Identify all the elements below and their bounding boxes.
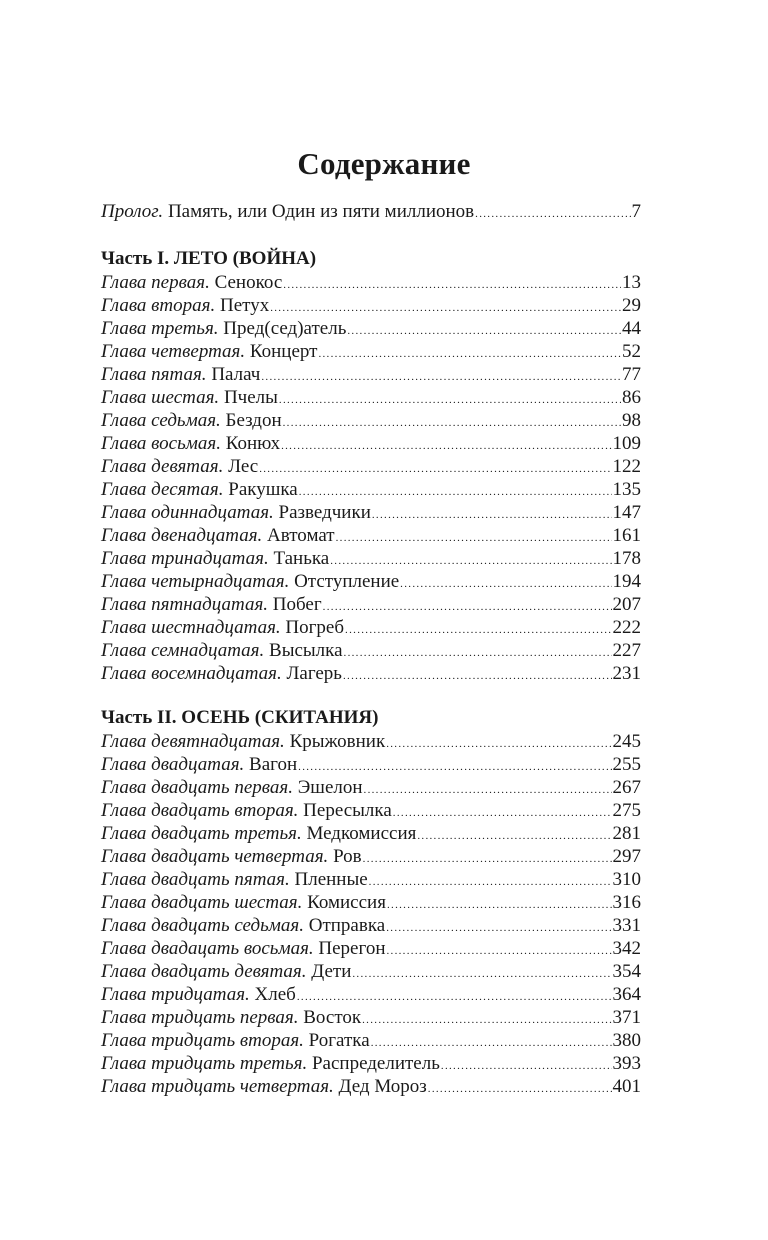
entry-title: Погреб: [285, 617, 345, 638]
entry-prefix: Глава тридцать третья.: [101, 1053, 308, 1074]
leader-dots: [400, 573, 611, 596]
entry-prefix: Глава девятнадцатая.: [101, 731, 285, 752]
entry-prefix: Глава пятнадцатая.: [101, 594, 269, 615]
toc-entry: [101, 914, 641, 937]
entry-title: Дети: [311, 961, 352, 982]
leader-dots: [336, 527, 612, 550]
entry-page: 194: [612, 571, 641, 592]
toc-entry: [101, 271, 641, 294]
toc-entry: [101, 524, 641, 547]
entry-title: Восток: [303, 1007, 362, 1028]
entry-title: Бездон: [225, 410, 282, 431]
leader-dots: [362, 1009, 611, 1032]
entry-title: Память, или Один из пяти миллионов: [167, 201, 475, 222]
toc-entry: [101, 891, 641, 914]
leader-dots: [343, 665, 612, 688]
entry-title: Разведчики: [278, 502, 371, 523]
leader-dots: [323, 596, 612, 619]
entry-page: 380: [612, 1030, 641, 1051]
entry-prefix: Глава двадцатая.: [101, 754, 245, 775]
entry-page: 98: [622, 410, 641, 431]
entry-title: Перегон: [318, 938, 386, 959]
leader-dots: [281, 435, 611, 458]
entry-page: 52: [622, 341, 641, 362]
entry-page: 77: [622, 364, 641, 385]
leader-dots: [364, 779, 612, 802]
part-2-section: [101, 706, 641, 1098]
entry-title: Медкомиссия: [306, 823, 417, 844]
leader-dots: [475, 203, 630, 226]
entry-title: Вагон: [249, 754, 298, 775]
toc-entry: [101, 501, 641, 524]
entry-prefix: Глава вторая.: [101, 295, 216, 316]
entry-prefix: Глава тринадцатая.: [101, 548, 269, 569]
part-2-heading: Часть II. ОСЕНЬ (СКИТАНИЯ): [101, 707, 379, 728]
entry-page: 316: [612, 892, 641, 913]
leader-dots: [345, 619, 611, 642]
toc-entry: [101, 960, 641, 983]
entry-page: 281: [612, 823, 641, 844]
leader-dots: [279, 389, 621, 412]
part-1-section: [101, 247, 641, 685]
toc-entry: [101, 1029, 641, 1052]
leader-dots: [417, 825, 611, 848]
leader-dots: [369, 871, 612, 894]
entry-page: 310: [612, 869, 641, 890]
entry-page: 135: [612, 479, 641, 500]
entry-prefix: Глава двадацать восьмая.: [101, 938, 314, 959]
entry-prefix: Глава семнадцатая.: [101, 640, 265, 661]
entry-page: 147: [612, 502, 641, 523]
entry-title: Пересылка: [303, 800, 392, 821]
entry-prefix: Глава третья.: [101, 318, 219, 339]
entry-prefix: Пролог.: [101, 201, 164, 222]
entry-prefix: Глава двадцать первая.: [101, 777, 294, 798]
toc-entry: [101, 363, 641, 386]
entry-prefix: Глава двадцать седьмая.: [101, 915, 304, 936]
toc-entry: [101, 822, 641, 845]
entry-page: 86: [622, 387, 641, 408]
entry-title: Конюх: [225, 433, 281, 454]
toc-entry: [101, 340, 641, 363]
entry-page: 231: [612, 663, 641, 684]
leader-dots: [259, 458, 611, 481]
entry-prefix: Глава тридцать первая.: [101, 1007, 299, 1028]
toc-entry: [101, 570, 641, 593]
entry-title: Отправка: [308, 915, 386, 936]
entry-title: Пчелы: [223, 387, 278, 408]
entry-title: Лес: [228, 456, 259, 477]
entry-prefix: Глава двадцать третья.: [101, 823, 302, 844]
page-title: Содержание: [297, 146, 471, 181]
entry-title: Дед Мороз: [338, 1076, 427, 1097]
toc-entry: [101, 845, 641, 868]
entry-page: 255: [612, 754, 641, 775]
entry-prefix: Глава тридцать четвертая.: [101, 1076, 334, 1097]
toc-entry: [101, 547, 641, 570]
entry-page: 29: [622, 295, 641, 316]
entry-prefix: Глава четырнадцатая.: [101, 571, 290, 592]
entry-page: 227: [612, 640, 641, 661]
toc-entry: [101, 662, 641, 685]
entry-prefix: Глава восьмая.: [101, 433, 221, 454]
entry-prefix: Глава шестнадцатая.: [101, 617, 281, 638]
toc-entry: [101, 730, 641, 753]
entry-page: 267: [612, 777, 641, 798]
entry-title: Сенокос: [214, 272, 283, 293]
leader-dots: [352, 963, 611, 986]
entry-title: Хлеб: [254, 984, 296, 1005]
leader-dots: [386, 917, 611, 940]
entry-title: Побег: [272, 594, 322, 615]
entry-page: 161: [612, 525, 641, 546]
leader-dots: [372, 504, 612, 527]
entry-page: 122: [612, 456, 641, 477]
toc-entry: [101, 753, 641, 776]
entry-prefix: Глава десятая.: [101, 479, 224, 500]
toc-entry: [101, 409, 641, 432]
entry-page: 354: [612, 961, 641, 982]
entry-page: 331: [612, 915, 641, 936]
toc-entry: [101, 1052, 641, 1075]
leader-dots: [393, 802, 612, 825]
leader-dots: [386, 940, 611, 963]
entry-prefix: Глава двадцать четвертая.: [101, 846, 329, 867]
part-1-heading: Часть I. ЛЕТО (ВОЙНА): [101, 248, 317, 269]
entry-title: Пленные: [294, 869, 368, 890]
leader-dots: [318, 343, 621, 366]
entry-title: Концерт: [249, 341, 318, 362]
leader-dots: [283, 274, 621, 297]
part-2-chapter-list: [101, 730, 641, 1098]
entry-title: Ров: [333, 846, 362, 867]
leader-dots: [428, 1078, 612, 1101]
toc-entry: [101, 1006, 641, 1029]
entry-page: 13: [622, 272, 641, 293]
entry-page: 342: [612, 938, 641, 959]
entry-prefix: Глава первая.: [101, 272, 210, 293]
leader-dots: [386, 733, 611, 756]
entry-page: 245: [612, 731, 641, 752]
entry-prefix: Глава двенадцатая.: [101, 525, 263, 546]
entry-prefix: Глава одиннадцатая.: [101, 502, 274, 523]
entry-page: 371: [612, 1007, 641, 1028]
entry-title: Эшелон: [297, 777, 363, 798]
toc-entry: [101, 868, 641, 891]
toc-entry: [101, 478, 641, 501]
entry-page: 7: [631, 201, 641, 222]
toc-entry: [101, 799, 641, 822]
entry-title: Танька: [273, 548, 330, 569]
entry-prefix: Глава тридцатая.: [101, 984, 250, 1005]
entry-title: Распределитель: [311, 1053, 440, 1074]
entry-prefix: Глава шестая.: [101, 387, 220, 408]
prologue-section: [101, 200, 641, 223]
entry-prefix: Глава двадцать пятая.: [101, 869, 290, 890]
entry-prefix: Глава двадцать вторая.: [101, 800, 299, 821]
entry-prefix: Глава пятая.: [101, 364, 207, 385]
toc-entry: [101, 776, 641, 799]
leader-dots: [261, 366, 621, 389]
entry-prefix: Глава девятая.: [101, 456, 224, 477]
entry-title: Рогатка: [308, 1030, 370, 1051]
toc-entry: [101, 616, 641, 639]
entry-title: Лагерь: [286, 663, 342, 684]
entry-title: Петух: [219, 295, 270, 316]
entry-page: 297: [612, 846, 641, 867]
entry-title: Комиссия: [307, 892, 386, 913]
entry-title: Ракушка: [228, 479, 298, 500]
toc-entry: [101, 1075, 641, 1098]
entry-title: Автомат: [267, 525, 335, 546]
entry-prefix: Глава седьмая.: [101, 410, 221, 431]
entry-page: 393: [612, 1053, 641, 1074]
toc-entry: [101, 593, 641, 616]
entry-page: 178: [612, 548, 641, 569]
leader-dots: [387, 894, 612, 917]
entry-page: 207: [612, 594, 641, 615]
entry-title: Отступление: [294, 571, 400, 592]
entry-prefix: Глава четвертая.: [101, 341, 246, 362]
leader-dots: [347, 320, 621, 343]
leader-dots: [363, 848, 612, 871]
entry-page: 275: [612, 800, 641, 821]
entry-prefix: Глава двадцать шестая.: [101, 892, 303, 913]
leader-dots: [441, 1055, 612, 1078]
toc-entry: [101, 386, 641, 409]
entry-page: 44: [622, 318, 641, 339]
entry-title: Высылка: [269, 640, 343, 661]
entry-page: 222: [612, 617, 641, 638]
toc-entry: [101, 937, 641, 960]
entry-page: 364: [612, 984, 641, 1005]
entry-prefix: Глава двадцать девятая.: [101, 961, 307, 982]
entry-title: Пред(сед)атель: [223, 318, 347, 339]
leader-dots: [283, 412, 621, 435]
entry-title: Крыжовник: [289, 731, 386, 752]
entry-title: Палач: [211, 364, 261, 385]
toc-entry: [101, 983, 641, 1006]
entry-prefix: Глава восемнадцатая.: [101, 663, 282, 684]
toc-entry: [101, 455, 641, 478]
toc-entry: [101, 639, 641, 662]
toc-entry: [101, 317, 641, 340]
toc-entry: [101, 294, 641, 317]
entry-prefix: Глава тридцать вторая.: [101, 1030, 304, 1051]
leader-dots: [344, 642, 612, 665]
entry-page: 109: [612, 433, 641, 454]
toc-entry-prologue: [101, 200, 641, 223]
part-1-chapter-list: [101, 271, 641, 685]
entry-page: 401: [612, 1076, 641, 1097]
toc-entry: [101, 432, 641, 455]
